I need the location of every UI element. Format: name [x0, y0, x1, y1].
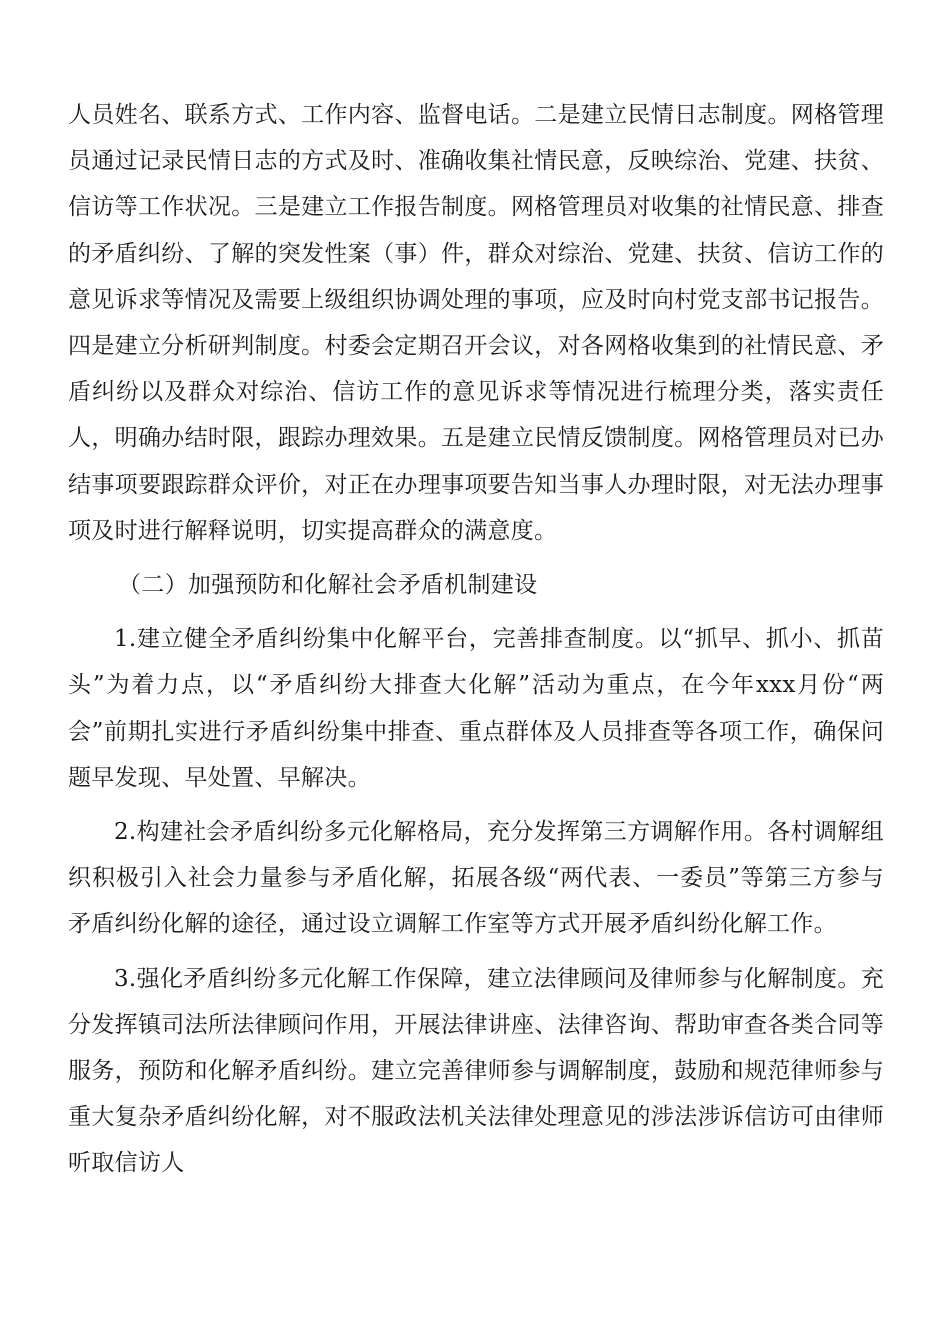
paragraph-item-2: 2.构建社会矛盾纠纷多元化解格局，充分发挥第三方调解作用。各村调解组织积极引入社会力量参与矛盾化解，拓展各级“两代表、一委员”等第三方参与矛盾纠纷化解的途径，通过设立调解工作室等方式开展矛盾纠纷化解工作。 [68, 819, 884, 938]
document-body [68, 92, 884, 1187]
section-heading: （二）加强预防和化解社会矛盾机制建设 [118, 572, 538, 599]
paragraph-item-1: 1.建立健全矛盾纠纷集中化解平台，完善排查制度。以“抓早、抓小、抓苗头”为着力点，以“矛盾纠纷大排查大化解”活动为重点，在今年xxx月份“两会”前期扎实进行矛盾纠纷集中排查、重点群体及人员排查等各项工作，确保问题早发现、早处置、早解决。 [68, 626, 884, 791]
paragraph-item-3: 3.强化矛盾纠纷多元化解工作保障，建立法律顾问及律师参与化解制度。充分发挥镇司法所法律顾问作用，开展法律讲座、法律咨询、帮助审查各类合同等服务，预防和化解矛盾纠纷。建立完善律师参与调解制度，鼓励和规范律师参与重大复杂矛盾纠纷化解，对不服政法机关法律处理意见的涉法涉诉信访可由律师听取信访人 [68, 965, 884, 1177]
paragraph-continuation: 人员姓名、联系方式、工作内容、监督电话。二是建立民情日志制度。网格管理员通过记录民情日志的方式及时、准确收集社情民意，反映综治、党建、扶贫、信访等工作状况。三是建立工作报告制度。网格管理员对收集的社情民意、排查的矛盾纠纷、了解的突发性案（事）件，群众对综治、党建、扶贫、信访工作的意见诉求等情况及需要上级组织协调处理的事项，应及时向村党支部书记报告。四是建立分析研判制度。村委会定期召开会议，对各网格收集到的社情民意、矛盾纠纷以及群众对综治、信访工作的意见诉求等情况进行梳理分类，落实责任人，明确办结时限，跟踪办理效果。五是建立民情反馈制度。网格管理员对已办结事项要跟踪群众评价，对正在办理事项要告知当事人办理时限，对无法办理事项及时进行解释说明，切实提高群众的满意度。 [68, 102, 884, 544]
